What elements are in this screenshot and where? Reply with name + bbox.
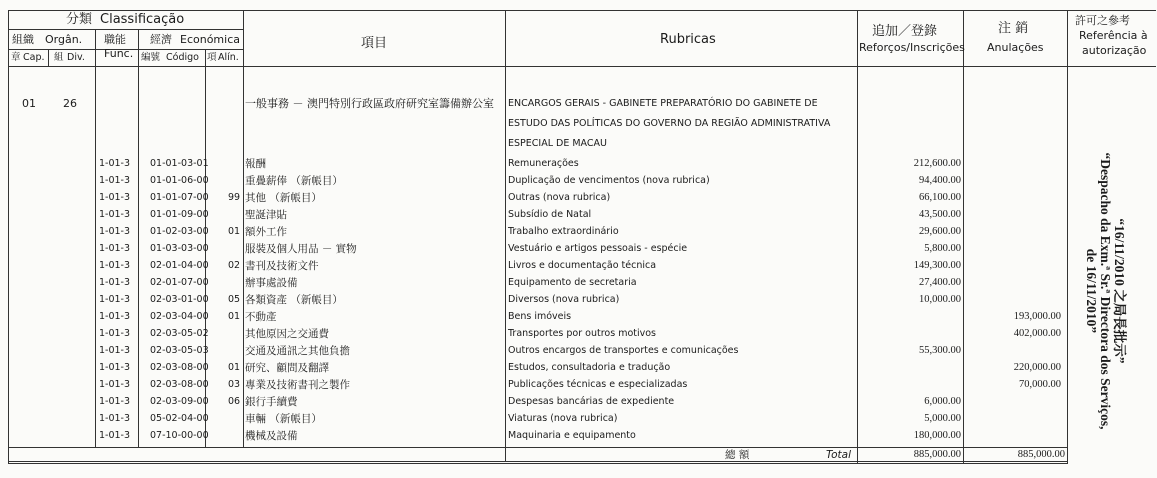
row-pt: Publicações técnicas e especializadas [508,379,688,390]
row-anulacao: 220,000.00 [1013,362,1061,373]
row-reforco: 27,400.00 [919,277,961,288]
row-pt: Trabalho extraordinário [508,226,619,237]
row-pt: Transportes por outros motivos [508,328,657,339]
row-anulacao: 402,000.00 [1013,328,1061,339]
col-anul-end [1067,10,1068,463]
row-code: 02-01-04-00 [150,260,209,271]
row-pt: Livros e documentação técnica [508,260,657,271]
row-zh: 專業及技術書刊之製作 [245,379,350,391]
header-reinforce-pt: Reforços/Inscrições [859,41,965,54]
row-func: 1-01-3 [99,311,131,322]
entity-name-pt: ENCARGOS GERAIS - GABINETE PREPARATÓRIO DO GABINETE DE ESTUDO DAS POLÍTICAS DO GOVERNO DA REGIÃO ADMINISTRATIVA ESPECIAL DE MACAU [508,98,831,149]
row-func: 1-01-3 [99,226,131,237]
col-cap-div [48,49,49,67]
row-alin: 06 [228,396,241,407]
row-zh: 聖誕津貼 [245,209,287,221]
header-bottom-border [8,66,1156,67]
row-reforco: 94,400.00 [919,175,961,186]
row-zh: 其他 （新帳目） [245,192,322,204]
row-func: 1-01-3 [99,379,131,390]
row-func: 1-01-3 [99,277,131,288]
header-functional-pt: Func. [104,47,134,60]
header-auth-zh: 許可之參考 [1075,14,1130,27]
row-pt: Bens imóveis [508,311,572,322]
row-reforco: 5,000.00 [924,413,961,424]
header-annul-zh: 注 銷 [998,21,1029,36]
total-label-zh: 總 額 [725,449,750,461]
header-classification-zh: 分類 [66,12,93,27]
row-code: 01-01-03-01 [150,158,209,169]
row-pt: Viaturas (nova rubrica) [508,413,618,424]
row-zh: 不動產 [245,311,277,323]
row-zh: 額外工作 [245,226,287,238]
row-code: 05-02-04-00 [150,413,209,424]
row-zh: 交通及通訊之其他負擔 [245,345,350,357]
row-reforco: 29,600.00 [919,226,961,237]
row-func: 1-01-3 [99,243,131,254]
header-item-pt: Alín. [218,52,239,63]
row-func: 1-01-3 [99,294,131,305]
total-anulacao: 885,000.00 [1017,449,1065,460]
row-func: 1-01-3 [99,362,131,373]
row-alin: 05 [228,294,241,305]
row-code: 02-03-05-02 [150,328,209,339]
row-code: 02-03-04-00 [150,311,209,322]
row-anulacao: 70,000.00 [1019,379,1061,390]
total-double-line [8,463,1068,464]
header-functional-zh: 職能 [104,33,126,46]
total-reforco: 885,000.00 [913,449,961,460]
row-reforco: 10,000.00 [919,294,961,305]
header-code-pt: Código [166,52,199,63]
row-func: 1-01-3 [99,328,131,339]
authorization-reference [1084,121,1126,461]
row-zh: 服裝及個人用品 － 實物 [245,243,357,255]
row-zh: 機械及設備 [245,430,298,442]
row-alin: 01 [228,362,241,373]
header-organic-zh: 組織 [12,33,34,46]
header-auth-pt-1: Referência à [1079,29,1148,42]
entity-name-zh: 一般事務 － 澳門特別行政區政府研究室籌備辦公室 [245,97,494,110]
row-alin: 03 [228,379,241,390]
header-auth-pt-2: autorização [1082,44,1147,57]
header-chapter-pt: Cap. [23,52,45,63]
row-alin: 01 [228,311,241,322]
row-func: 1-01-3 [99,430,131,441]
row-pt: Outras (nova rubrica) [508,192,611,203]
header-group-zh: 組 [54,52,64,63]
row-reforco: 66,100.00 [919,192,961,203]
col-orgao-end [95,29,96,447]
entity-cap: 01 [22,97,36,110]
row-pt: Despesas bancárias de expediente [508,396,675,407]
row-pt: Diversos (nova rubrica) [508,294,620,305]
row-code: 01-01-07-00 [150,192,209,203]
row-zh: 重疊薪俸 （新帳目） [245,175,343,187]
header-annul-pt: Anulações [987,41,1044,54]
row-code: 01-01-09-00 [150,209,209,220]
header-item-zh: 項 [207,52,217,63]
row-zh: 各類資產 （新帳目） [245,294,343,306]
col-pt-end [857,10,858,463]
row-pt: Remunerações [508,158,579,169]
header-group-pt: Div. [67,52,85,63]
auth-zh-line: “16/11/2010 之局長批示” [1112,218,1127,364]
row-code: 02-01-07-00 [150,277,209,288]
col-left-border [8,10,9,463]
row-code: 07-10-00-00 [150,430,209,441]
header-economic-zh: 經濟 [150,33,172,46]
header-item-title-zh: 項目 [361,36,388,51]
row-func: 1-01-3 [99,175,131,186]
row-pt: Subsídio de Natal [508,209,592,220]
row-reforco: 55,300.00 [919,345,961,356]
header-classification-pt: Classificação [100,12,185,27]
row-func: 1-01-3 [99,192,131,203]
row-alin: 99 [228,192,241,203]
row-alin: 02 [228,260,241,271]
total-bottom-border [8,461,1068,462]
row-func: 1-01-3 [99,396,131,407]
row-zh: 書刊及技術文件 [245,260,319,272]
row-zh: 銀行手續費 [245,396,298,408]
header-organic-pt: Orgân. [45,33,83,46]
header-divider-1 [8,29,244,30]
header-code-zh: 編號 [141,52,161,63]
header-economic-pt: Económica [180,33,240,46]
col-zh-end [505,10,506,461]
row-code: 02-03-08-00 [150,362,209,373]
col-reforco-end [963,10,964,463]
row-code: 01-03-03-00 [150,243,209,254]
row-func: 1-01-3 [99,158,131,169]
row-reforco: 180,000.00 [913,430,961,441]
row-code: 01-02-03-00 [150,226,209,237]
auth-pt-line-2: de 16/11/2010” [1084,248,1099,334]
row-anulacao: 193,000.00 [1013,311,1061,322]
row-pt: Duplicação de vencimentos (nova rubrica) [508,175,710,186]
row-code: 01-01-06-00 [150,175,209,186]
col-econ-end [243,10,244,447]
row-pt: Equipamento de secretaria [508,277,637,288]
row-reforco: 43,500.00 [919,209,961,220]
entity-div: 26 [63,97,77,110]
row-code: 02-03-08-00 [150,379,209,390]
row-func: 1-01-3 [99,345,131,356]
row-pt: Estudos, consultadoria e tradução [508,362,671,373]
row-pt: Vestuário e artigos pessoais - espécie [508,243,688,254]
row-pt: Maquinaria e equipamento [508,430,636,441]
row-reforco: 5,800.00 [924,243,961,254]
row-zh: 其他原因之交通費 [245,328,329,340]
row-zh: 研究、顧問及翻譯 [245,362,329,374]
row-code: 02-03-09-00 [150,396,209,407]
row-alin: 01 [228,226,241,237]
row-pt: Outros encargos de transportes e comunicações [508,345,739,356]
row-code: 02-03-01-00 [150,294,209,305]
row-zh: 車輛 （新帳目） [245,413,322,425]
row-code: 02-03-05-03 [150,345,209,356]
row-reforco: 6,000.00 [924,396,961,407]
row-zh: 辦事處設備 [245,277,298,289]
header-reinforce-zh: 追加／登錄 [872,24,938,39]
auth-pt-line-1: “Despacho da Exm.ª Sr.ª Directora dos Serviços, [1098,152,1113,430]
total-label-pt: Total [826,449,852,461]
row-reforco: 149,300.00 [913,260,961,271]
header-chapter-zh: 章 [11,52,21,63]
row-func: 1-01-3 [99,260,131,271]
total-top-border [8,447,1068,448]
col-func-end [138,29,139,447]
row-reforco: 212,600.00 [913,158,961,169]
row-func: 1-01-3 [99,209,131,220]
row-func: 1-01-3 [99,413,131,424]
header-rubric-title: Rubricas [660,32,716,47]
table-top-border [8,10,1156,11]
row-zh: 報酬 [245,158,266,170]
